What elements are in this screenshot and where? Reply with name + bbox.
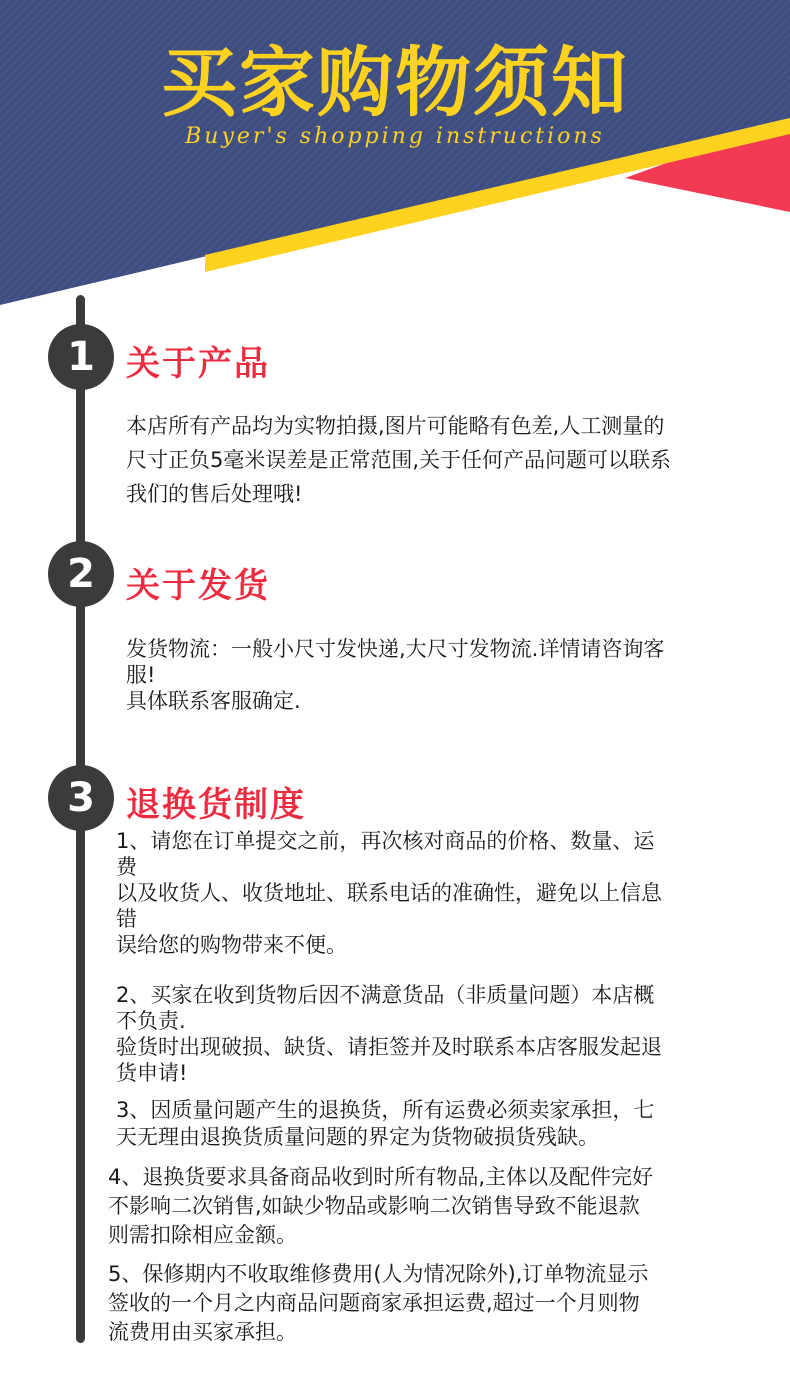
- text-line: 2、买家在收到货物后因不满意货品（非质量问题）本店概: [116, 983, 655, 1007]
- section-body-products: [126, 409, 766, 511]
- text-line: 4、退换货要求具备商品收到时所有物品,主体以及配件完好: [108, 1165, 654, 1189]
- text-line: 签收的一个月之内商品问题商家承担运费,超过一个月则物: [108, 1291, 640, 1315]
- text-line: 错: [116, 907, 137, 931]
- return-policy-item-1: [116, 828, 756, 958]
- section-title-shipping: 关于发货: [126, 566, 270, 606]
- text-line: 则需扣除相应金额。: [108, 1223, 297, 1247]
- page-title: 买家购物须知: [161, 38, 629, 127]
- text-line: 验货时出现破损、缺货、请拒签并及时联系本店客服发起退: [116, 1035, 662, 1059]
- text-line: 服!: [126, 663, 156, 687]
- text-line: 误给您的购物带来不便。: [116, 933, 347, 957]
- section-number-badge: 2: [48, 541, 114, 607]
- section-number-badge: 1: [48, 324, 114, 390]
- text-line: 不影响二次销售,如缺少物品或影响二次销售导致不能退款: [108, 1194, 640, 1218]
- text-line: 费: [116, 855, 137, 879]
- text-line: 流费用由买家承担。: [108, 1320, 297, 1344]
- text-line: 不负责.: [116, 1009, 186, 1033]
- section-number-badge: 3: [48, 765, 114, 831]
- text-line: 天无理由退换货质量问题的界定为货物破损货残缺。: [116, 1125, 599, 1149]
- text-line: 我们的售后处理哦!: [126, 482, 303, 506]
- text-line: 5、保修期内不收取维修费用(人为情况除外),订单物流显示: [108, 1262, 649, 1286]
- text-line: 以及收货人、收货地址、联系电话的准确性，避免以上信息: [116, 881, 662, 905]
- return-policy-item-5: [108, 1260, 748, 1347]
- section-title-products: 关于产品: [126, 344, 270, 384]
- return-policy-item-3: [116, 1097, 756, 1151]
- page-subtitle: Buyer's shopping instructions: [185, 124, 605, 149]
- text-line: 尺寸正负5毫米误差是正常范围,关于任何产品问题可以联系: [126, 448, 672, 472]
- text-line: 具体联系客服确定.: [126, 689, 301, 713]
- text-line: 发货物流：一般小尺寸发快递,大尺寸发物流.详情请咨询客: [126, 637, 665, 661]
- text-line: 本店所有产品均为实物拍摄,图片可能略有色差,人工测量的: [126, 414, 665, 438]
- return-policy-item-2: [116, 982, 756, 1086]
- section-body-shipping: [126, 636, 766, 714]
- text-line: 3、因质量问题产生的退换货，所有运费必须卖家承担，七: [116, 1098, 655, 1122]
- text-line: 货申请!: [116, 1061, 188, 1085]
- text-line: 1、请您在订单提交之前，再次核对商品的价格、数量、运: [116, 829, 655, 853]
- section-title-returns: 退换货制度: [126, 785, 306, 825]
- return-policy-item-4: [108, 1163, 748, 1250]
